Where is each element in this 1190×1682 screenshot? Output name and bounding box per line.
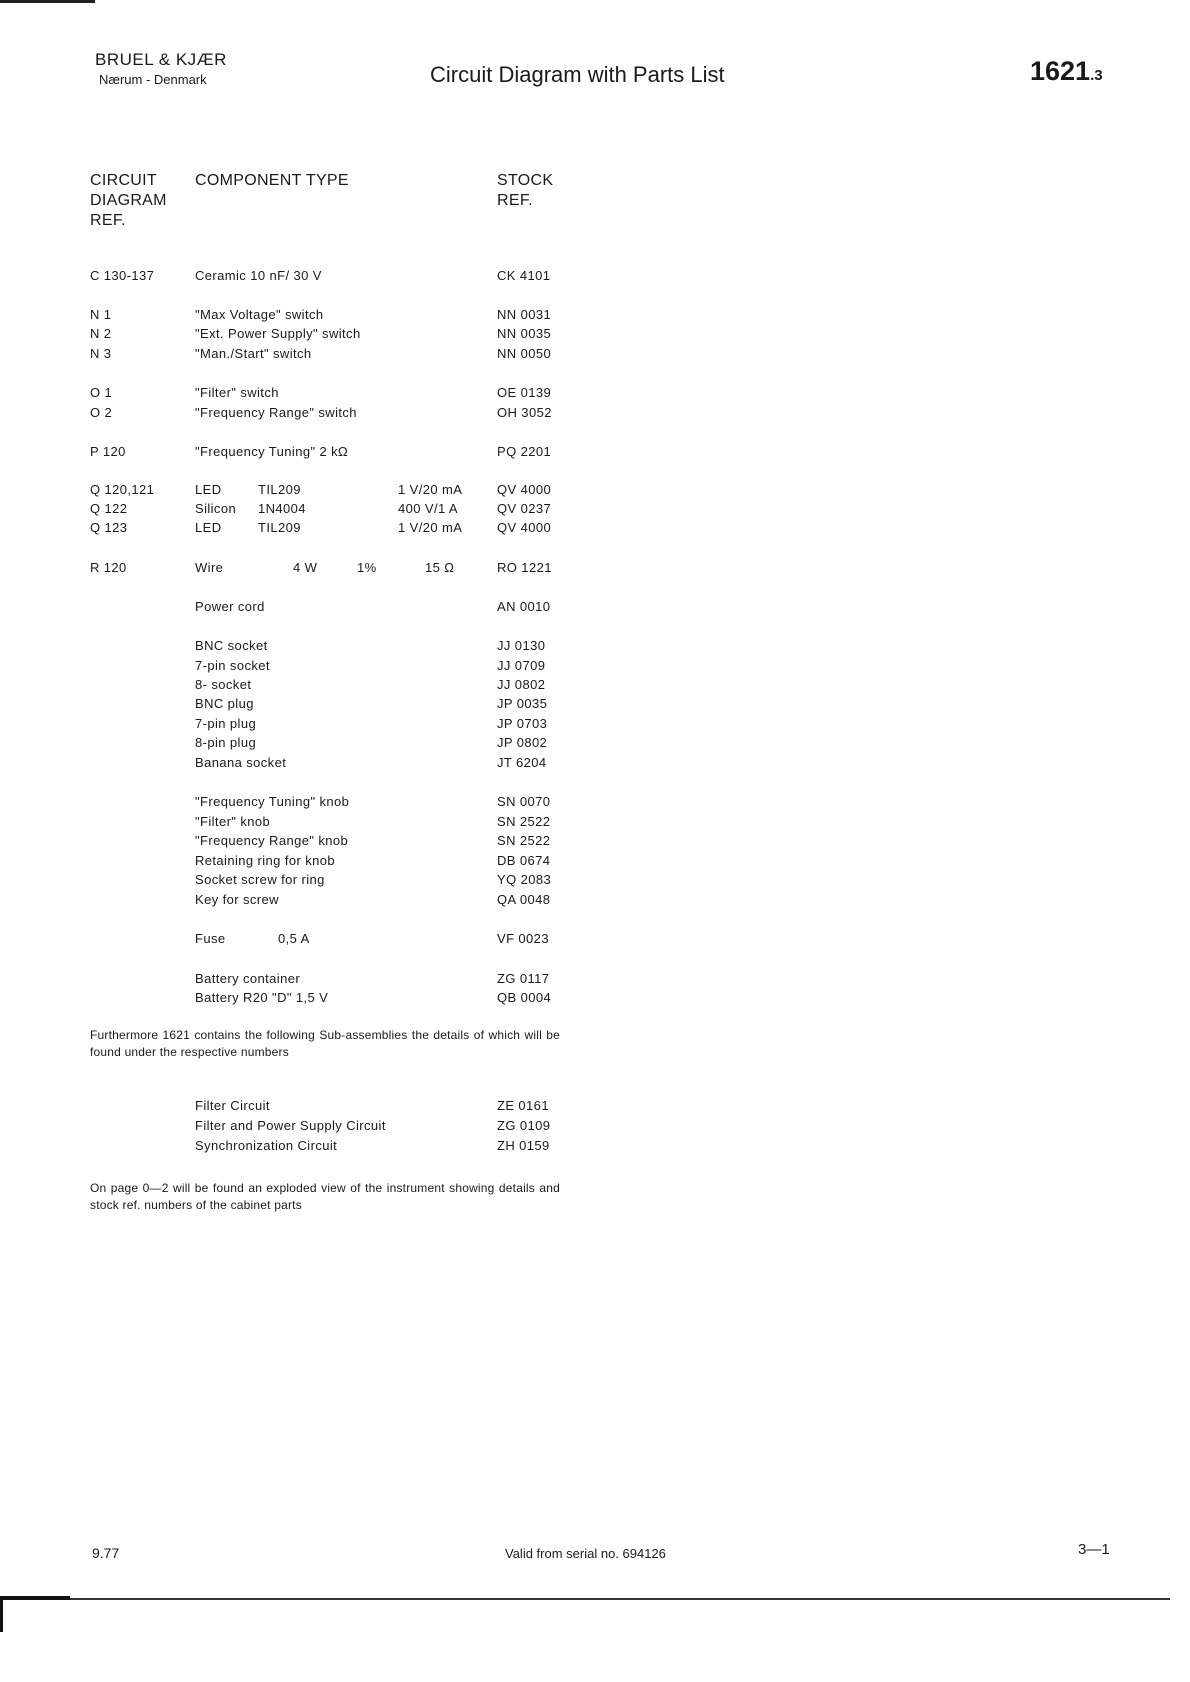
part-rating: 400 V/1 A <box>398 501 458 516</box>
part-type: 8-pin plug <box>195 735 257 750</box>
part-type: LED <box>195 482 222 497</box>
footer-page-number: 3—1 <box>1078 1541 1110 1558</box>
part-rating: 1 V/20 mA <box>398 520 463 535</box>
part-ref: P 120 <box>90 444 126 459</box>
part-stock-ref: JJ 0709 <box>497 658 546 673</box>
part-stock-ref: CK 4101 <box>497 268 551 283</box>
part-type: "Man./Start" switch <box>195 346 312 361</box>
part-type: Key for screw <box>195 892 279 907</box>
part-type-detail: 1N4004 <box>258 501 306 516</box>
part-tolerance: 1% <box>357 560 377 575</box>
part-stock-ref: ZG 0117 <box>497 971 550 986</box>
part-type: BNC socket <box>195 638 268 653</box>
part-type: Banana socket <box>195 755 287 770</box>
part-stock-ref: VF 0023 <box>497 931 549 946</box>
part-stock-ref: JP 0035 <box>497 696 548 711</box>
company-name: BRUEL & KJÆR <box>95 50 227 69</box>
part-stock-ref: NN 0031 <box>497 307 552 322</box>
part-type: "Frequency Tuning" knob <box>195 794 350 809</box>
part-stock-ref: DB 0674 <box>497 853 551 868</box>
part-type-detail: 0,5 A <box>278 931 310 946</box>
part-type: Ceramic 10 nF/ 30 V <box>195 268 322 283</box>
part-stock-ref: NN 0035 <box>497 326 552 341</box>
part-stock-ref: RO 1221 <box>497 560 552 575</box>
column-header-ref: CIRCUIT DIAGRAM REF. <box>90 172 167 229</box>
part-rating: 15 Ω <box>425 560 455 575</box>
part-stock-ref: QB 0004 <box>497 990 552 1005</box>
part-stock-ref: PQ 2201 <box>497 444 552 459</box>
column-header-stock: STOCK REF. <box>497 172 554 209</box>
part-ref: N 2 <box>90 326 112 341</box>
part-ref: O 2 <box>90 405 113 420</box>
part-type-detail: 4 W <box>293 560 318 575</box>
subassembly-note: Furthermore 1621 contains the following Sub-assemblies the details of which will be found under the respective numbers <box>90 1028 560 1059</box>
part-ref: N 3 <box>90 346 112 361</box>
part-type: "Filter" knob <box>195 814 271 829</box>
part-stock-ref: SN 2522 <box>497 833 551 848</box>
part-stock-ref: SN 2522 <box>497 814 551 829</box>
part-ref: O 1 <box>90 385 113 400</box>
part-type: BNC plug <box>195 696 254 711</box>
part-type: Wire <box>195 560 224 575</box>
part-stock-ref: YQ 2083 <box>497 872 552 887</box>
bottom-rule-accent <box>0 1596 70 1600</box>
subassembly-stock-ref: ZH 0159 <box>497 1138 550 1153</box>
part-type: Fuse <box>195 931 226 946</box>
document-number-suffix: .3 <box>1090 67 1103 84</box>
part-type-detail: TIL209 <box>258 520 301 535</box>
part-stock-ref: QV 0237 <box>497 501 552 516</box>
part-type: "Filter" switch <box>195 385 279 400</box>
part-type: "Max Voltage" switch <box>195 307 324 322</box>
subassembly-name: Filter Circuit <box>195 1098 270 1113</box>
part-stock-ref: SN 0070 <box>497 794 551 809</box>
part-type: Battery R20 "D" 1,5 V <box>195 990 329 1005</box>
part-stock-ref: QV 4000 <box>497 482 552 497</box>
part-stock-ref: JJ 0802 <box>497 677 546 692</box>
document-number-main: 1621 <box>1030 56 1091 86</box>
document-number <box>1030 56 1103 87</box>
part-type-detail: TIL209 <box>258 482 301 497</box>
footer-date: 9.77 <box>92 1545 120 1561</box>
part-stock-ref: OH 3052 <box>497 405 552 420</box>
part-type: "Frequency Range" knob <box>195 833 349 848</box>
part-stock-ref: QV 4000 <box>497 520 552 535</box>
part-stock-ref: JT 6204 <box>497 755 547 770</box>
footer-valid-serial: Valid from serial no. 694126 <box>505 1546 666 1561</box>
part-ref: Q 123 <box>90 520 128 535</box>
page-title: Circuit Diagram with Parts List <box>430 62 725 87</box>
bottom-rule <box>0 1598 1170 1600</box>
part-ref: R 120 <box>90 560 127 575</box>
subassembly-name: Filter and Power Supply Circuit <box>195 1118 386 1133</box>
part-stock-ref: NN 0050 <box>497 346 552 361</box>
part-stock-ref: OE 0139 <box>497 385 552 400</box>
left-corner-rule <box>0 1598 3 1632</box>
subassembly-name: Synchronization Circuit <box>195 1138 338 1153</box>
part-rating: 1 V/20 mA <box>398 482 463 497</box>
part-type: "Ext. Power Supply" switch <box>195 326 361 341</box>
part-type: Battery container <box>195 971 301 986</box>
part-stock-ref: JP 0703 <box>497 716 548 731</box>
part-stock-ref: AN 0010 <box>497 599 551 614</box>
part-type: "Frequency Range" switch <box>195 405 357 420</box>
company-location: Nærum - Denmark <box>99 72 207 87</box>
part-ref: Q 122 <box>90 501 128 516</box>
subassembly-stock-ref: ZE 0161 <box>497 1098 549 1113</box>
part-type: "Frequency Tuning" 2 kΩ <box>195 444 349 459</box>
part-type: Socket screw for ring <box>195 872 325 887</box>
part-ref: N 1 <box>90 307 112 322</box>
part-type: Power cord <box>195 599 265 614</box>
subassembly-stock-ref: ZG 0109 <box>497 1118 551 1133</box>
part-type: 7-pin plug <box>195 716 257 731</box>
part-stock-ref: JJ 0130 <box>497 638 546 653</box>
column-header-type: COMPONENT TYPE <box>195 172 349 189</box>
part-type: LED <box>195 520 222 535</box>
part-type: Retaining ring for knob <box>195 853 335 868</box>
exploded-view-note: On page 0—2 will be found an exploded view of the instrument showing details and stock ref. numbers of the cabinet parts <box>90 1181 560 1212</box>
part-ref: C 130-137 <box>90 268 155 283</box>
part-type: Silicon <box>195 501 237 516</box>
part-type: 7-pin socket <box>195 658 270 673</box>
part-stock-ref: QA 0048 <box>497 892 551 907</box>
part-ref: Q 120,121 <box>90 482 155 497</box>
top-rule <box>0 0 95 3</box>
part-stock-ref: JP 0802 <box>497 735 548 750</box>
part-type: 8- socket <box>195 677 252 692</box>
